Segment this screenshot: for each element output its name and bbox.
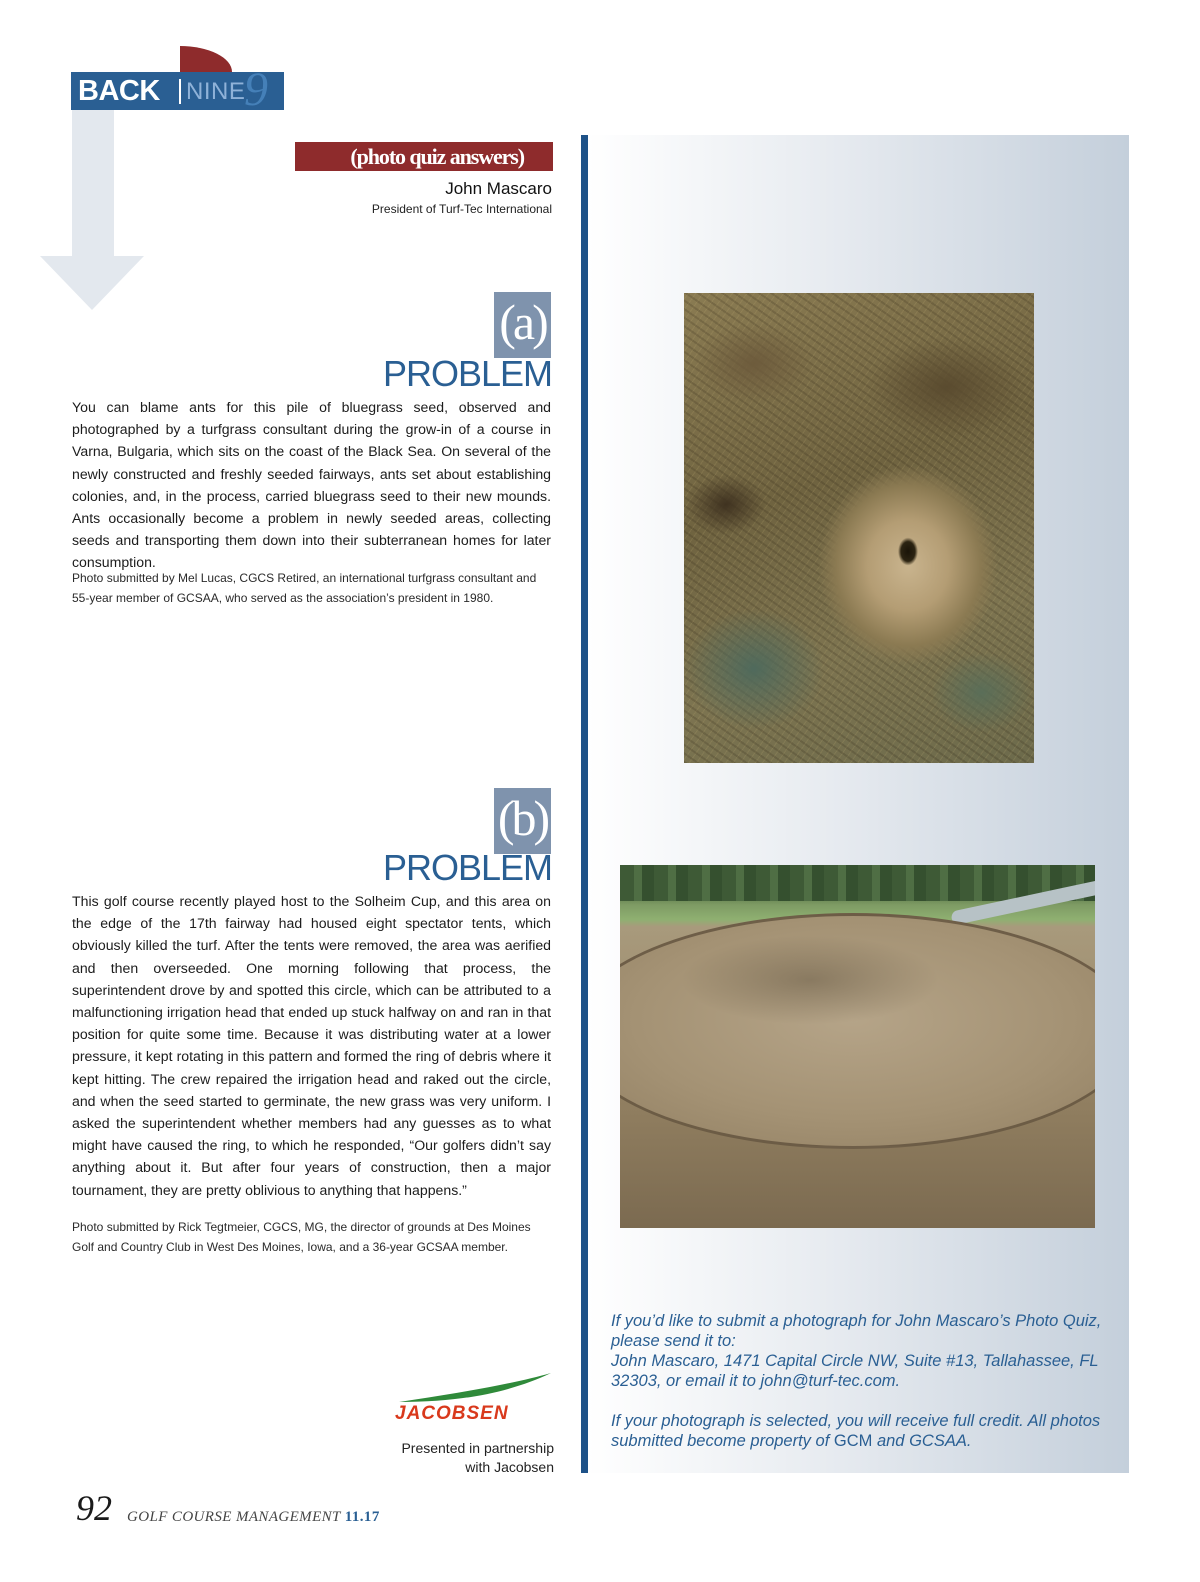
problem-a-body: You can blame ants for this pile of bluegrass seed, observed and photographed by a turfgrass consultant during the grow-in of a course in Varna, Bulgaria, which sits on the coast of the Black Sea. On several of the newly constructed and freshly seeded fairways, ants set about establishing colonies, and, in the process, carried bluegrass seed to their new mounds. Ants occasionally become a problem in newly seeded areas, collecting seeds and transporting them down into their subterranean homes for later consumption. — [72, 399, 551, 571]
author-name: John Mascaro — [445, 179, 552, 198]
issue-date: 11.17 — [344, 1509, 380, 1525]
photo-b-shading — [680, 935, 940, 1025]
submit-instructions: If you’d like to submit a photograph for John Mascaro’s Photo Quiz, please send it to: — [611, 1312, 1102, 1350]
magazine-title — [127, 1508, 380, 1526]
photo-a-ant-mound — [684, 293, 1034, 763]
photo-b-turf-circle — [620, 865, 1095, 1228]
problem-b-heading: PROBLEM — [382, 847, 552, 888]
problem-b-letter: (b) — [494, 788, 551, 854]
section-label-nine: NINE — [186, 78, 246, 105]
author-title: President of Turf-Tec International — [371, 202, 552, 216]
partner-caption: Presented in partnership — [401, 1440, 554, 1456]
submit-credit-note: If your photograph is selected, you will receive full credit. All photos submitted become property of GCM and GCSAA. — [611, 1412, 1101, 1450]
down-arrow-shaft — [72, 96, 114, 258]
section-divider — [179, 79, 181, 104]
problem-b-credit: Photo submitted by Rick Tegtmeier, CGCS, MG, the director of grounds at Des Moines Golf and Country Club in West Des Moines, Iowa, and a 36-year GCSAA member. — [72, 1220, 531, 1254]
magazine-name: GOLF COURSE MANAGEMENT — [127, 1509, 341, 1525]
section-label-back: BACK — [78, 75, 160, 107]
quiz-tag: (photo quiz answers) — [295, 142, 553, 171]
logo-swoosh — [399, 1373, 551, 1402]
section-flag-decoration — [180, 46, 232, 72]
problem-a-heading: PROBLEM — [382, 353, 552, 394]
problem-a-credit: Photo submitted by Mel Lucas, CGCS Retired, an international turfgrass consultant and 55-year member of GCSAA, who served as the association’s president in 1980. — [72, 571, 537, 605]
partner-caption-2: with Jacobsen — [465, 1459, 554, 1475]
submit-address: John Mascaro, 1471 Capital Circle NW, Suite #13, Tallahassee, FL 32303, or email it to john@turf-tec.com. — [611, 1352, 1099, 1390]
panel-rule — [581, 135, 588, 1473]
problem-b-body: This golf course recently played host to the Solheim Cup, and this area on the edge of the 17th fairway had housed eight spectator tents, which obviously killed the turf. After the tents were removed, the area was aerified and then overseeded. One morning following that process, the superintendent drove by and spotted this circle, which can be attributed to a malfunctioning irrigation head that ended up stuck halfway on and ran in that position for quite some time. Because it was distributing water at a lower pressure, it kept rotating in this pattern and formed the ring of debris where it kept hitting. The crew repaired the irrigation head and raked out the circle, and when the seed started to germinate, the new grass was very uniform. I asked the superintendent whether members had any guesses as to what might have caused the ring, to which he responded, “Our golfers didn’t say anything about it. But after four years of construction, then a major tournament, they are pretty oblivious to anything that happens.” — [72, 893, 551, 1198]
page-number: 92 — [76, 1488, 112, 1528]
section-numeral: 9 — [244, 63, 268, 116]
logo-wordmark: JACOBSEN — [395, 1403, 509, 1424]
jacobsen-logo — [393, 1372, 553, 1424]
problem-a-letter: (a) — [494, 292, 551, 358]
down-arrow-icon — [40, 256, 144, 310]
